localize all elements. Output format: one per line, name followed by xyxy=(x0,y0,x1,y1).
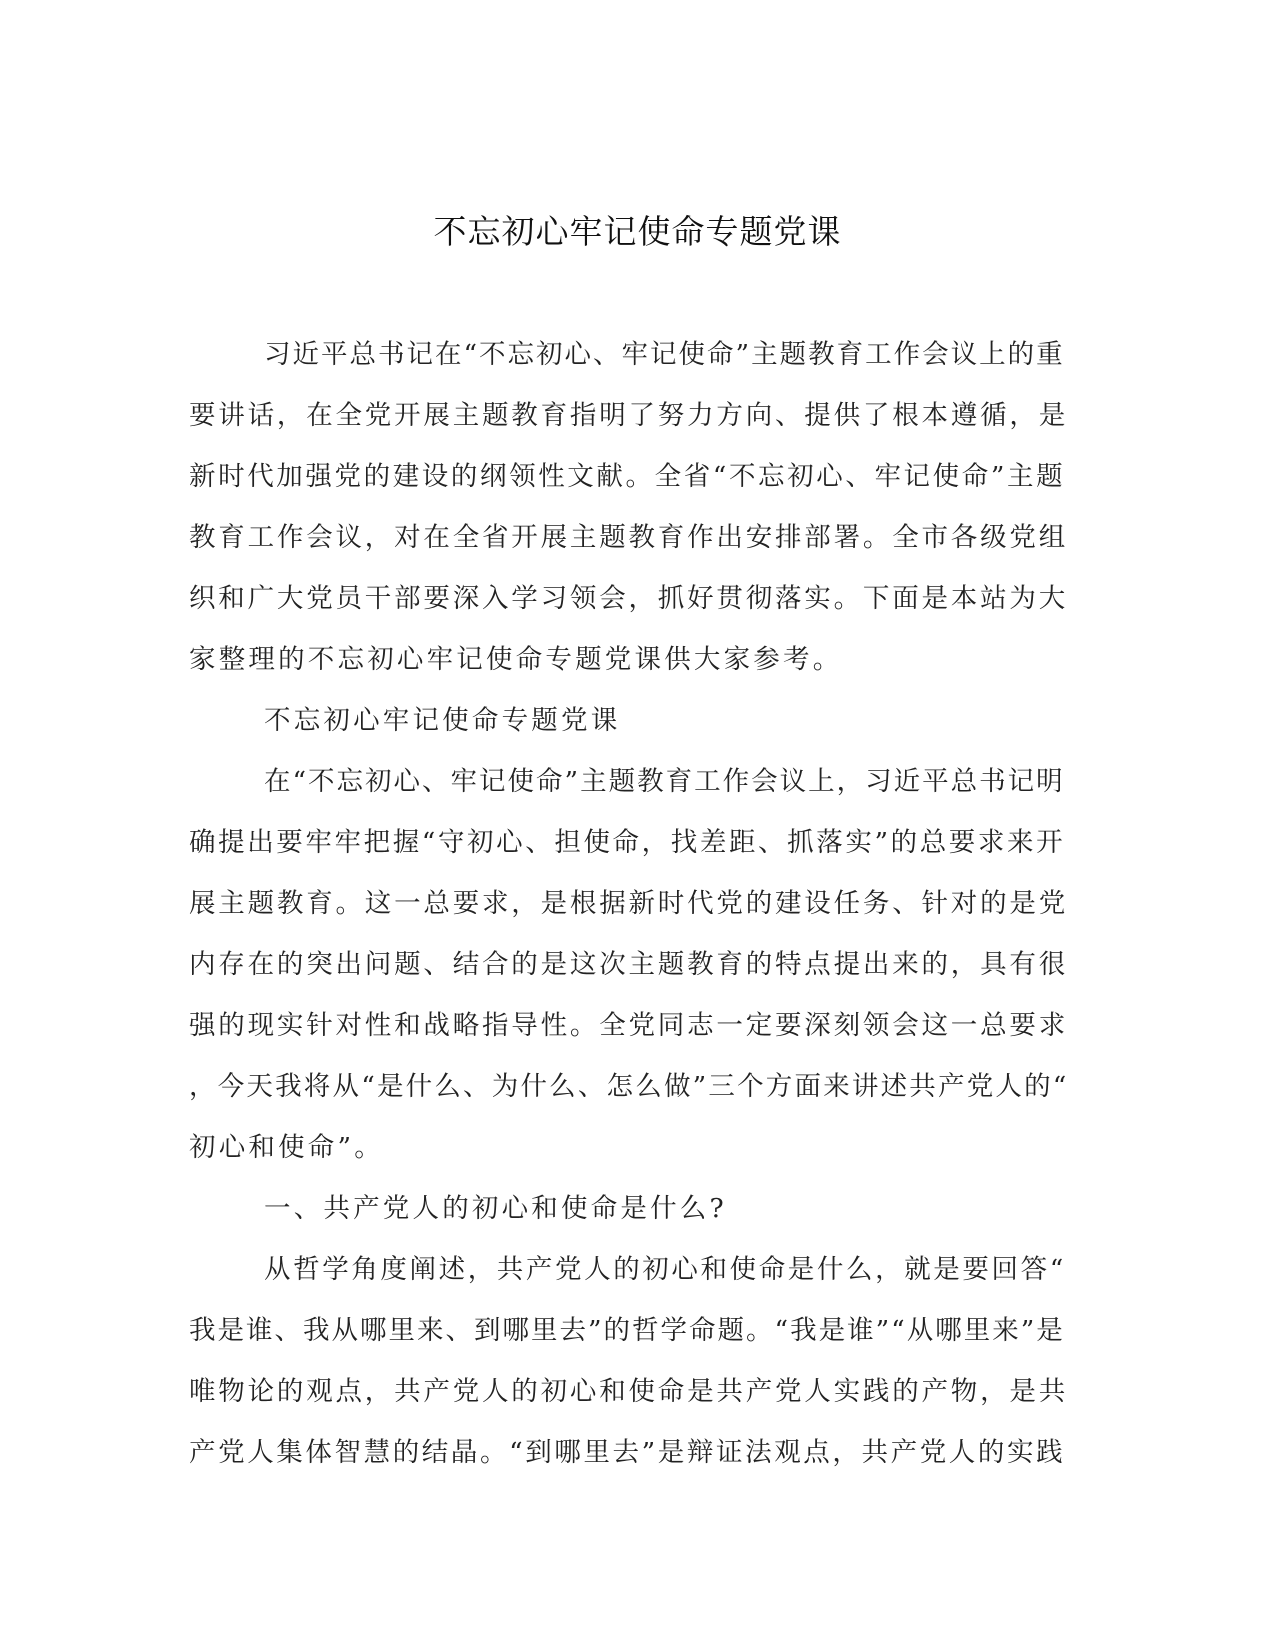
text-line: 织和广大党员干部要深入学习领会，抓好贯彻落实。下面是本站为大 xyxy=(189,583,1068,614)
text-line: 强的现实针对性和战略指导性。全党同志一定要深刻领会这一总要求 xyxy=(189,1010,1068,1041)
text-line: ，今天我将从“是什么、为什么、怎么做”三个方面来讲述共产党人的“ xyxy=(189,1071,1069,1102)
text-line: 展主题教育。这一总要求，是根据新时代党的建设任务、针对的是党 xyxy=(189,888,1068,919)
text-line: 初心和使命”。 xyxy=(189,1132,384,1163)
text-line: 家整理的不忘初心牢记使命专题党课供大家参考。 xyxy=(189,644,843,675)
text-line: 要讲话，在全党开展主题教育指明了努力方向、提供了根本遵循，是 xyxy=(189,400,1068,431)
text-line: 唯物论的观点，共产党人的初心和使命是共产党人实践的产物，是共 xyxy=(189,1376,1068,1407)
text-line: 从哲学角度阐述，共产党人的初心和使命是什么，就是要回答“ xyxy=(264,1254,1066,1285)
text-line: 产党人集体智慧的结晶。“到哪里去”是辩证法观点，共产党人的实践 xyxy=(189,1437,1066,1468)
text-line: 我是谁、我从哪里来、到哪里去”的哲学命题。“我是谁”“从哪里来”是 xyxy=(189,1315,1065,1346)
text-line: 确提出要牢牢把握“守初心、担使命，找差距、抓落实”的总要求来开 xyxy=(189,827,1066,858)
text-line: 习近平总书记在“不忘初心、牢记使命”主题教育工作会议上的重 xyxy=(264,339,1065,370)
text-line: 一、共产党人的初心和使命是什么? xyxy=(264,1193,727,1224)
text-line: 在“不忘初心、牢记使命”主题教育工作会议上，习近平总书记明 xyxy=(264,766,1065,797)
document-body xyxy=(189,324,1069,1483)
text-line: 教育工作会议，对在全省开展主题教育作出安排部署。全市各级党组 xyxy=(189,522,1068,553)
text-line: 新时代加强党的建设的纲领性文献。全省“不忘初心、牢记使命”主题 xyxy=(189,461,1066,492)
text-line: 内存在的突出问题、结合的是这次主题教育的特点提出来的，具有很 xyxy=(189,949,1068,980)
text-line: 不忘初心牢记使命专题党课 xyxy=(264,705,621,736)
document-title: 不忘初心牢记使命专题党课 xyxy=(433,212,842,251)
